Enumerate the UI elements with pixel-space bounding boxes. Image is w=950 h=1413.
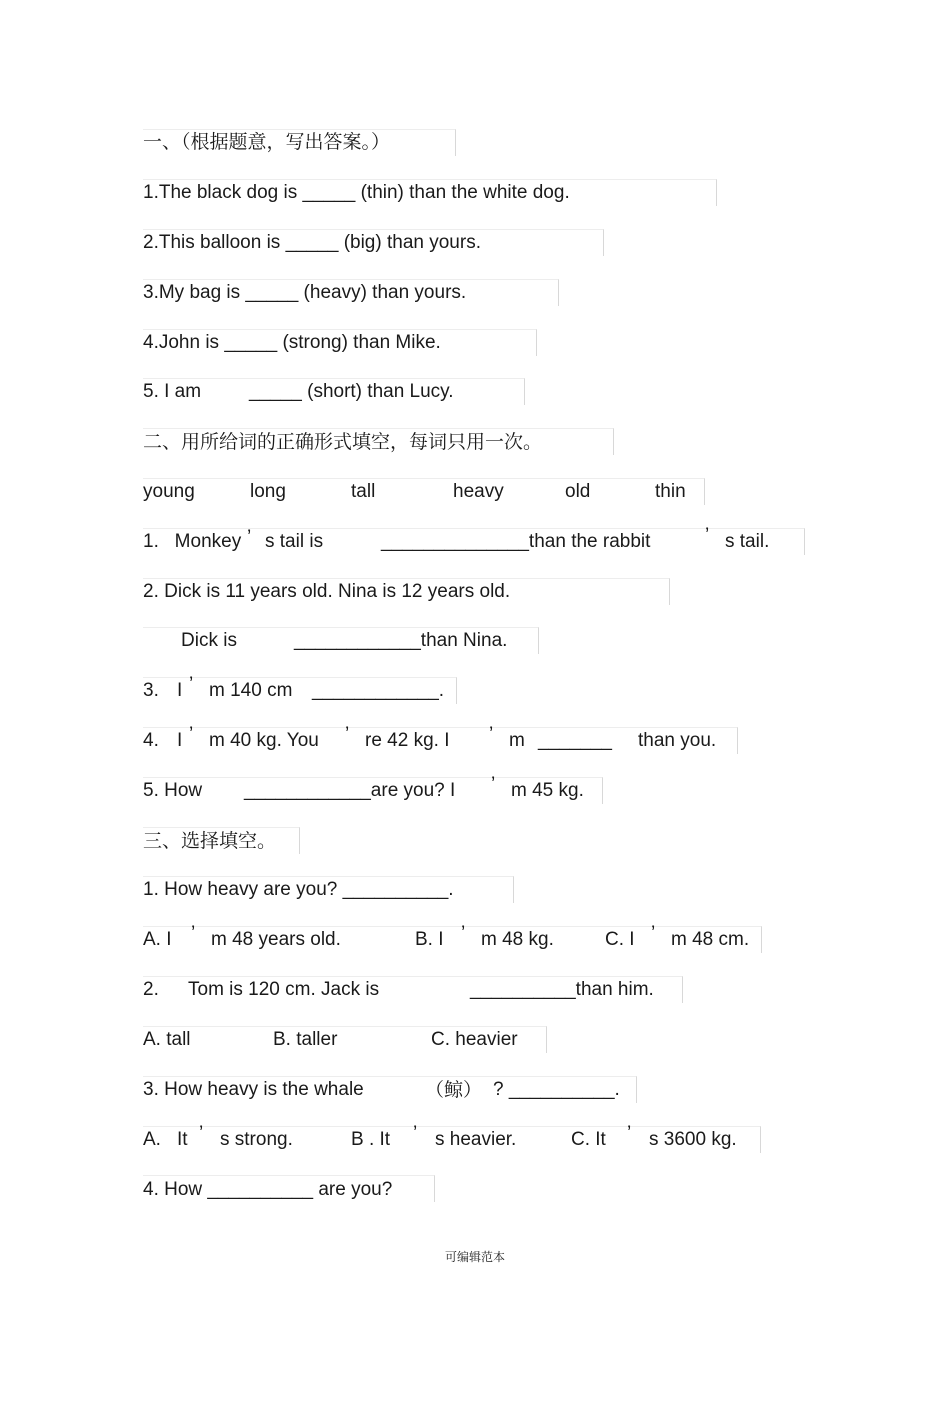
word-old: old [565, 481, 591, 502]
section1-item-3: 3.My bag is _____ (heavy) than yours. [143, 282, 467, 303]
section3-q2: 2. Tom is 120 cm. Jack is __________than him. [143, 979, 654, 1000]
section3-q2-options: A. tall B. taller C. heavier [143, 1029, 518, 1050]
word-tall: tall [351, 481, 376, 502]
item5-prefix: 5. I am [143, 381, 202, 402]
section2-q4: 4. I ’ m 40 kg. You ’ re 42 kg. I ’ m _______ than you. [143, 724, 717, 751]
section1-item-1: 1.The black dog is _____ (thin) than the white dog. [143, 182, 570, 203]
section3-heading: 三、选择填空。 [143, 830, 277, 852]
section3-q1-options: A. I ’ m 48 years old. B. I ’ m 48 kg. C. I ’ m 48 cm. [143, 923, 750, 950]
section2-heading: 二、用所给词的正确形式填空，每词只用一次。 [143, 431, 543, 453]
section3-q1: 1. How heavy are you? __________. [143, 879, 454, 900]
section2-q5: 5. How ____________are you? I ’ m 45 kg. [143, 774, 584, 801]
word-young: young [143, 481, 195, 502]
section1-item-5 [143, 379, 523, 405]
section3-q3-options: A. It ’ s strong. B . It ’ s heavier. C. It ’ s 3600 kg. [143, 1123, 737, 1150]
word-thin: thin [655, 481, 686, 502]
section1-heading: 一、（根据题意，写出答案。） [143, 131, 391, 153]
word-heavy: heavy [453, 481, 504, 502]
section2-q2-line1: 2. Dick is 11 years old. Nina is 12 years old. [143, 581, 511, 602]
section1-item-2: 2.This balloon is _____ (big) than yours. [143, 232, 481, 253]
page-footer: 可编辑范本 [444, 1250, 505, 1264]
section1-item-4: 4.John is _____ (strong) than Mike. [143, 332, 441, 353]
section2-q1: 1. Monkey ’ s tail is ______________than the rabbit ’ s tail. [143, 525, 770, 552]
section2-q3: 3. I ’ m 140 cm ____________. [143, 674, 445, 701]
word-long: long [250, 481, 286, 502]
section3-q3: 3. How heavy is the whale （鲸） ? __________. [143, 1079, 620, 1101]
section2-q2-line2: Dick is ____________than Nina. [181, 630, 508, 651]
section3-q4: 4. How __________ are you? [143, 1179, 393, 1200]
item5-text: _____ (short) than Lucy. [249, 381, 454, 402]
word-bank [143, 479, 703, 505]
